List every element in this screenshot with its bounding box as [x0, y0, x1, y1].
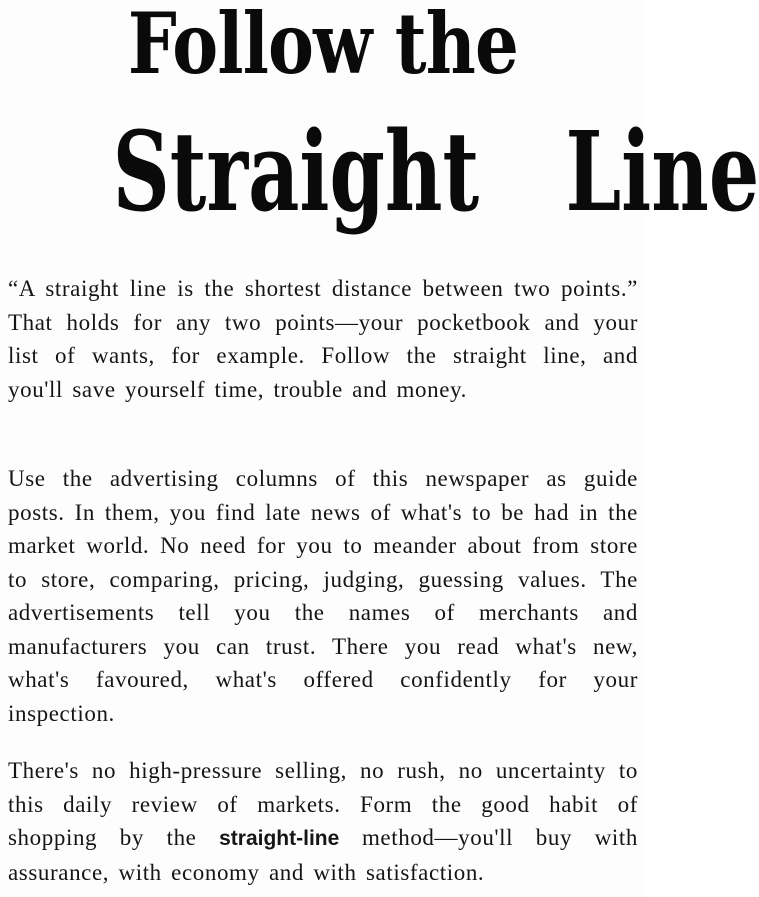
headline-word-straight: Straight [112, 107, 480, 236]
paragraph-2: Use the advertising columns of this newspaper as guide posts. In them, you find late news of what's to be had in the market world. No need for you to meander about from store to store, comparing, pricing, judging, guessing values. The advertisements tell you the names of merchants and manufacturers you can trust. There you read what's new, what's favoured, what's offered confidently for your inspection. [8, 466, 638, 726]
paragraph-3 [8, 754, 638, 889]
paragraph-3-bold-phrase: straight-line [219, 827, 340, 850]
headline-line-2 [112, 102, 759, 242]
headline-line-1: Follow the [127, 0, 519, 93]
paragraph-3-text-after: method—you'll buy with assurance, with economy and with satisfaction. [8, 825, 638, 885]
paragraph-3-text-before: There's no high-pressure selling, no rush, no uncertainty to this daily review of markets. Form the good habit of shopping by the [8, 758, 638, 850]
headline-word-line: Line [565, 107, 759, 236]
paragraph-1: “A straight line is the shortest distance between two points.” That holds for any two points—your pocketbook and your list of wants, for example. Follow the straight line, and you'll save yourself time, trouble and money. [8, 276, 638, 402]
